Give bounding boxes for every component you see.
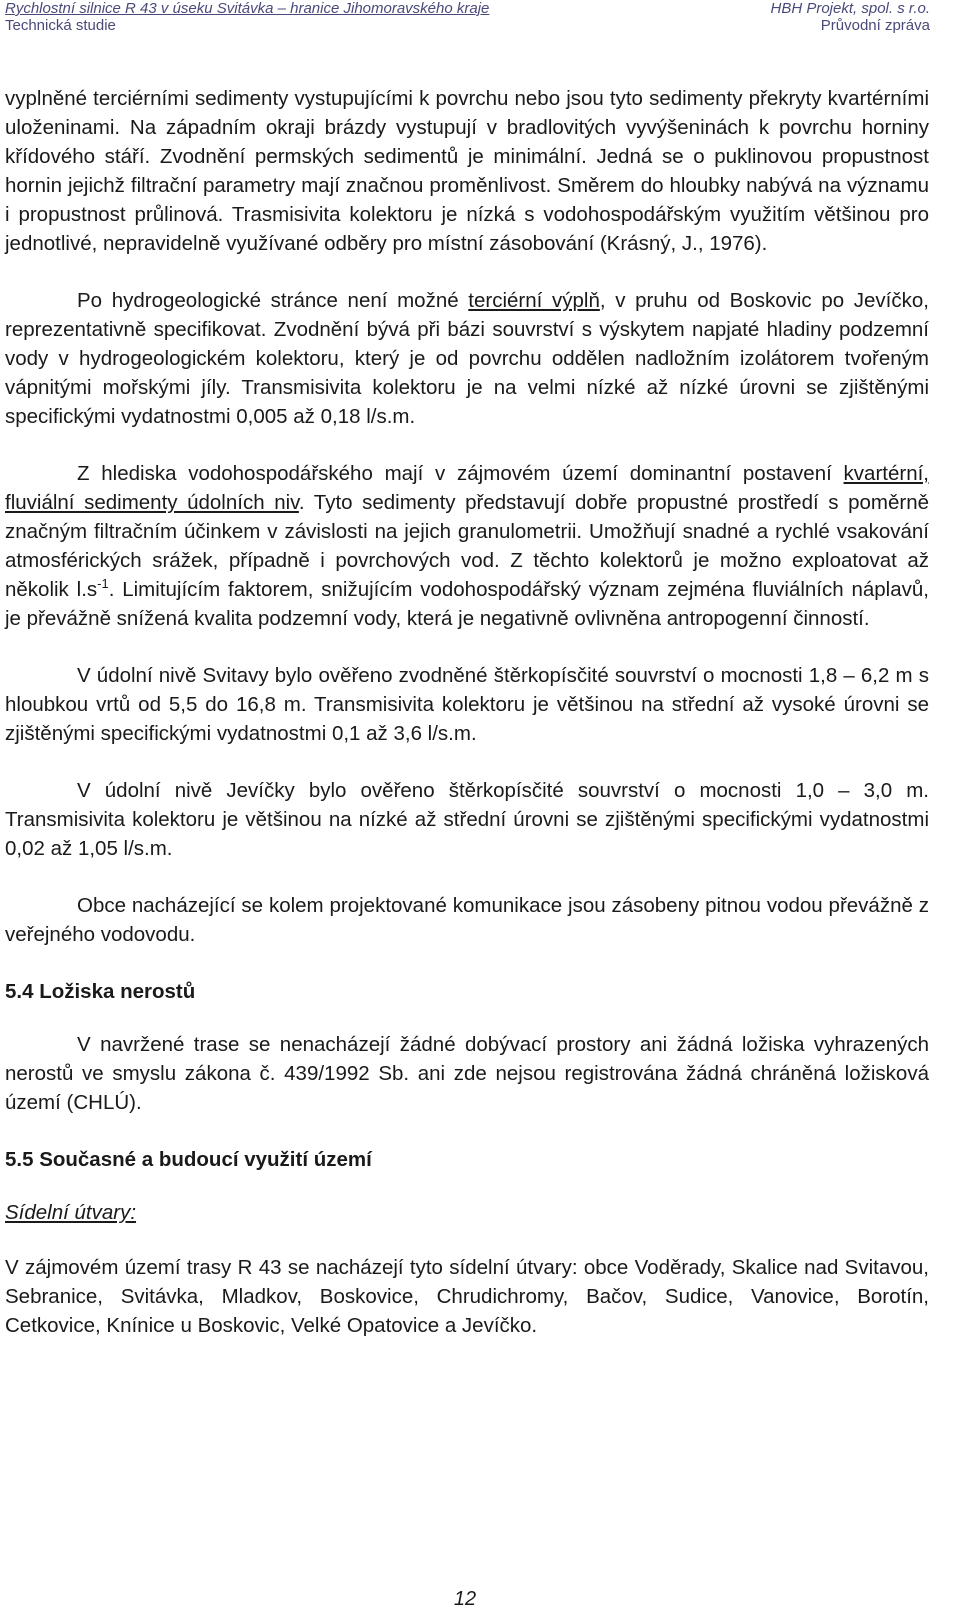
paragraph-5: V údolní nivě Jevíčky bylo ověřeno štěrkopísčité souvrství o mocnosti 1,0 – 3,0 m. Transmisivita kolektoru je většinou na nízké až střední úrovni se zjištěnými specifickými vydatnostmi 0,02 až 1,05 l/s.m. xyxy=(5,779,929,860)
subheading-sidelni-utvary: Sídelní útvary: xyxy=(5,1201,137,1224)
paragraph-3-part-b: . Tyto sedimenty představují dobře propustné prostředí s poměrně značným filtračním účinkem v závislosti na jejich granulometrii. Umožňují snadné a rychlé vsakování atmosférických srážek, případně i povrchových vod. Z těchto kolektorů je možno exploatovat až několik l.s xyxy=(5,491,929,601)
paragraph-2-part-a: Po hydrogeologické stránce není možné xyxy=(77,289,469,312)
paragraph-2-underlined: terciérní výplň xyxy=(468,289,600,312)
paragraph-8: V zájmovém území trasy R 43 se nacházejí tyto sídelní útvary: obce Voděrady, Skalice nad Svitavou, Sebranice, Svitávka, Mladkov, Boskovice, Chrudichromy, Bačov, Sudice, Vanovice, Borotín, Cetkovice, Knínice u Boskovic, Velké Opatovice a Jevíčko. xyxy=(5,1256,929,1337)
paragraph-1: vyplněné terciérními sedimenty vystupujícími k povrchu nebo jsou tyto sedimenty překryty kvartérními uloženinami. Na západním okraji brázdy vystupují v bradlovitých vyvýšeninách k povrchu horniny křídového stáří. Zvodnění permských sedimentů je minimální. Jedná se o puklinovou propustnost hornin jejichž filtrační parametry mají značnou proměnlivost. Směrem do hloubky nabývá na významu i propustnost průlinová. Trasmisivita kolektoru je nízká s vodohospodářským využitím většinou pro jednotlivé, nepravidelně využívané odběry pro místní zásobování (Krásný, J., 1976). xyxy=(5,87,929,255)
paragraph-3-part-c: . Limitujícím faktorem, snižujícím vodohospodářský význam zejména fluviálních náplavů, je převážně snížená kvalita podzemní vody, která je negativně ovlivněna antropogenní činností. xyxy=(5,578,929,630)
section-heading-5-5: 5.5 Současné a budoucí využití území xyxy=(5,1148,372,1171)
paragraph-3-part-a: Z hlediska vodohospodářského mají v zájmovém území dominantní postavení xyxy=(77,462,844,485)
paragraph-2-part-b: , v pruhu od Boskovic po Jevíčko, reprezentativně specifikovat. Zvodnění bývá při bázi souvrství s výskytem napjaté hladiny podzemní vody v hydrogeologickém kolektoru, který je od povrchu oddělen nadložním izolátorem tvořeným vápnitými mořskými jíly. Transmisivita kolektoru je na velmi nízké až nízké úrovni se zjištěnými specifickými vydatnostmi 0,005 až 0,18 l/s.m. xyxy=(5,289,929,428)
section-heading-5-4: 5.4 Ložiska nerostů xyxy=(5,980,196,1003)
page-number: 12 xyxy=(453,1588,477,1610)
document-body xyxy=(5,84,929,1368)
paragraph-4: V údolní nivě Svitavy bylo ověřeno zvodněné štěrkopísčité souvrství o mocnosti 1,8 – 6,2 m s hloubkou vrtů od 5,5 do 16,8 m. Transmisivita kolektoru je většinou na střední až vysoké úrovni se zjištěnými specifickými vydatnostmi 0,1 až 3,6 l/s.m. xyxy=(5,664,929,745)
paragraph-3-underlined: kvartérní, fluviální sedimenty údolních niv xyxy=(5,462,929,514)
header-row-top xyxy=(5,0,930,17)
header-section-name: Průvodní zpráva xyxy=(820,17,930,34)
header-document-type: Technická studie xyxy=(5,17,116,34)
header-company: HBH Projekt, spol. s r.o. xyxy=(770,0,930,17)
paragraph-6: Obce nacházející se kolem projektované komunikace jsou zásobeny pitnou vodou převážně z veřejného vodovodu. xyxy=(5,894,929,946)
paragraph-3 xyxy=(5,459,929,633)
paragraph-3-superscript: -1 xyxy=(97,576,109,591)
header-row-bottom xyxy=(5,17,930,34)
header-project-title: Rychlostní silnice R 43 v úseku Svitávka – hranice Jihomoravského kraje xyxy=(5,0,490,17)
paragraph-7: V navržené trase se nenacházejí žádné dobývací prostory ani žádná ložiska vyhrazených nerostů ve smyslu zákona č. 439/1992 Sb. ani zde nejsou registrována žádná chráněná ložisková území (CHLÚ). xyxy=(5,1033,929,1114)
paragraph-2 xyxy=(5,286,929,431)
